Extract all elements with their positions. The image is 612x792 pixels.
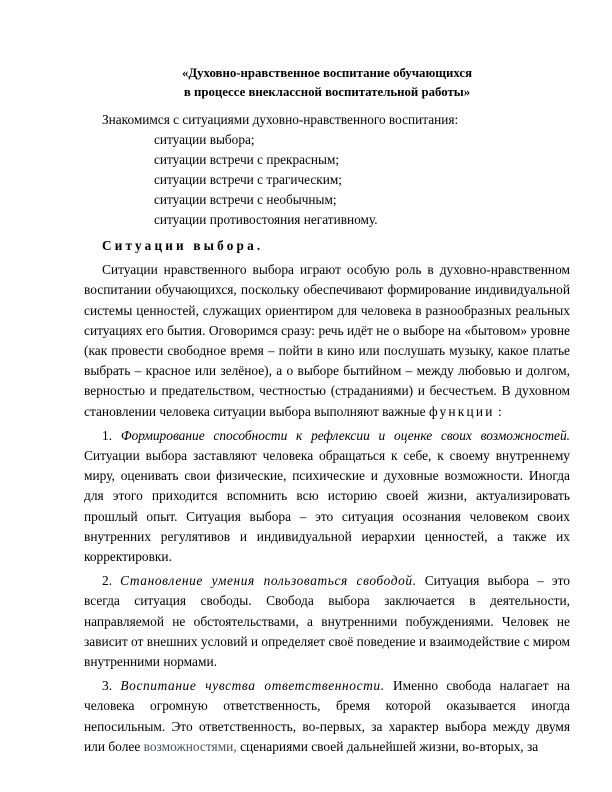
- item-title: Воспитание чувства ответственности.: [120, 678, 385, 694]
- intro-text: Знакомимся с ситуациями духовно-нравственного воспитания:: [102, 112, 459, 127]
- numbered-item-2: [84, 571, 570, 672]
- list-item-text: ситуации выбора;: [154, 132, 255, 147]
- section-heading: Ситуации выбора.: [102, 238, 264, 253]
- accent-word: возможностями,: [143, 738, 237, 754]
- list-item-text: ситуации встречи с прекрасным;: [154, 152, 340, 167]
- list-item-text: ситуации встречи с необычным;: [154, 192, 337, 207]
- list-item: [140, 210, 570, 230]
- situations-list: [84, 130, 570, 230]
- numbered-item-3: [84, 676, 570, 757]
- paragraph-choice-situations: [84, 260, 570, 422]
- item-title: Формирование способности к рефлексии и оценке своих возможностей.: [120, 427, 570, 443]
- list-item: [140, 150, 570, 170]
- item-title: Становление умения пользоваться свободой.: [120, 573, 417, 589]
- document-page: [84, 64, 570, 757]
- item-text: Ситуации выбора заставляют человека обращаться к себе, к своему внутреннему миру, оценивать свои физические, психические и духовные возможности. Иногда для этого приходится вспомнить всю историю своей жизни, актуализировать прошлый опыт. Ситуация выбора – это ситуация осознания человеком своих внутренних регулятивов и индивидуальной иерархии ценностей, а также их корректировки.: [84, 448, 570, 565]
- list-item-text: ситуации встречи с трагическим;: [154, 172, 342, 187]
- item-text-before: Именно свобода налагает на человека огромную ответственность, бремя которой оказывается иногда непосильным. Это ответственность, во-первых, за характер выбора между двумя или более: [84, 678, 570, 754]
- item-text: Ситуация выбора – это всегда ситуация свободы. Свобода выбора заключается в деятельности, направляемой не обстоятельствами, а внутренними побуждениями. Человек не зависит от внешних условий и определяет своё поведение и взаимодействие с миром внутренними нормами.: [84, 573, 570, 670]
- numbered-item-1: [84, 426, 570, 567]
- list-item: [140, 170, 570, 190]
- paragraph-text: Ситуации нравственного выбора играют особую роль в духовно-нравственном воспитании обучающихся, поскольку обеспечивают формирование индивидуальной системы ценностей, служащих ориентиром для человека в разнообразных реальных ситуациях его бытия. Оговоримся сразу: речь идёт не о выборе на «бытовом» уровне (как провести свободное время – пойти в кино или послушать музыку, какое платье выбрать – красное или зелёное), а о выборе бытийном – между любовью и долгом, верностью и предательством, честностью (страданиями) и бесчестьем. В духовном становлении человека ситуации выбора выполняют важные: [84, 262, 570, 419]
- list-item: [140, 190, 570, 210]
- item-number: 2.: [102, 573, 113, 589]
- document-title: [84, 64, 570, 102]
- paragraph-tail: :: [497, 403, 502, 419]
- list-item-text: ситуации противостояния негативному.: [154, 212, 378, 227]
- item-number: 1.: [102, 427, 113, 443]
- title-line-2: в процессе внеклассной воспитательной работы»: [183, 85, 471, 99]
- item-number: 3.: [102, 678, 113, 694]
- title-line-1: «Духовно-нравственное воспитание обучающихся: [181, 66, 473, 80]
- item-text-after: сценариями своей дальнейшей жизни, во-вторых, за: [240, 738, 539, 754]
- list-item: [140, 130, 570, 150]
- functions-word: функции: [428, 403, 495, 419]
